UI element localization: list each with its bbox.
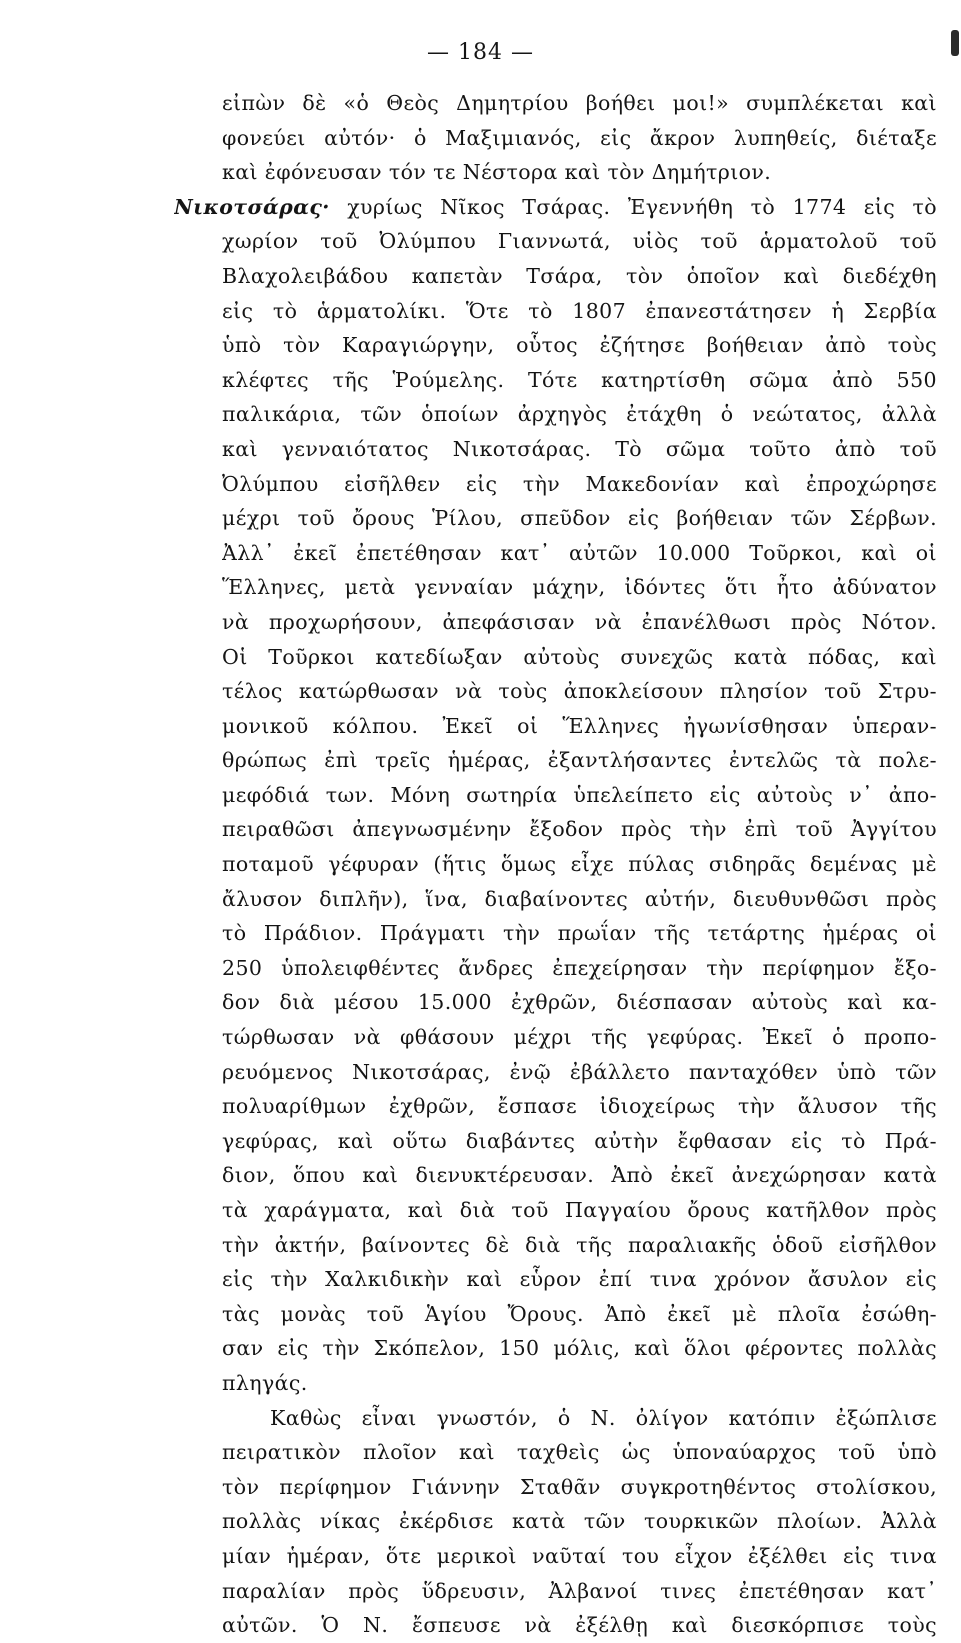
text-line: δον διὰ μέσου 15.000 ἐχθρῶν, διέσπασαν αὐτοὺς καὶ κα- <box>222 990 937 1015</box>
text-line: θρώπως ἐπὶ τρεῖς ἡμέρας, ἐξαντλήσαντες ἐντελῶς τὰ πολε- <box>222 748 937 773</box>
entry-line <box>174 190 937 225</box>
text-line: κλέφτες τῆς Ῥούμελης. Τότε κατηρτίσθη σῶμα ἀπὸ 550 <box>222 367 937 392</box>
text-line: Βλαχολειβάδου καπετὰν Τσάρα, τὸν ὁποῖον καὶ διεδέχθη <box>222 263 937 288</box>
entry-head-word: Νικοτσάρας· <box>174 194 330 219</box>
text-line: ἄλυσον διπλῆν), ἵνα, διαβαίνοντες αὐτήν, διευθυνθῶσι πρὸς <box>222 886 937 911</box>
text-line: ὑπὸ τὸν Καραγιώργην, οὗτος ἐζήτησε βοήθειαν ἀπὸ τοὺς <box>222 333 937 358</box>
text-line: 250 ὑπολειφθέντες ἄνδρες ἐπεχείρησαν τὴν περίφημον ἔξο- <box>222 955 937 980</box>
text-line: διον, ὅπου καὶ διενυκτέρευσαν. Ἀπὸ ἐκεῖ ἀνεχώρησαν κατὰ <box>222 1163 937 1188</box>
text-line: καὶ ἐφόνευσαν τόν τε Νέστορα καὶ τὸν Δημήτριον. <box>222 160 772 185</box>
text-line: πληγάς. <box>222 1370 308 1395</box>
text-line: σαν εἰς τὴν Σκόπελον, 150 μόλις, καὶ ὅλοι φέροντες πολλὰς <box>222 1336 937 1361</box>
text-line: Οἱ Τοῦρκοι κατεδίωξαν αὐτοὺς συνεχῶς κατὰ πόδας, καὶ <box>222 644 937 669</box>
text-line: πειραθῶσι ἀπεγνωσμένην ἔξοδον πρὸς τὴν ἐπὶ τοῦ Ἀγγίτου <box>222 817 937 842</box>
text-line: Ἀλλ᾽ ἐκεῖ ἐπετέθησαν κατ᾽ αὐτῶν 10.000 Τοῦρκοι, καὶ οἱ <box>222 540 937 565</box>
text-line: φονεύει αὐτόν· ὁ Μαξιμιανός, εἰς ἄκρον λυπηθείς, διέταξε <box>222 125 937 150</box>
text-line: καὶ γενναιότατος Νικοτσάρας. Τὸ σῶμα τοῦτο ἀπὸ τοῦ <box>222 436 937 461</box>
text-line: μεφόδιά των. Μόνη σωτηρία ὑπελείπετο εἰς αὐτοὺς ν᾽ ἀπο- <box>222 782 937 807</box>
text-line: ρευόμενος Νικοτσάρας, ἐνῷ ἐβάλλετο πανταχόθεν ὑπὸ τῶν <box>222 1059 937 1084</box>
text-line: εἰς τὴν Χαλκιδικὴν καὶ εὗρον ἐπί τινα χρόνον ἄσυλον εἰς <box>222 1267 937 1292</box>
text-line: τὸν περίφημον Γιάννην Σταθᾶν συγκροτηθέντος στολίσκου, <box>222 1474 937 1499</box>
text-line: τὸ Πράδιον. Πράγματι τὴν πρωΐαν τῆς τετάρτης ἡμέρας οἱ <box>222 921 937 946</box>
text-line: μονικοῦ κόλπου. Ἐκεῖ οἱ Ἕλληνες ἠγωνίσθησαν ὑπεραν- <box>222 713 937 738</box>
body-text <box>174 86 937 1643</box>
text-line: γεφύρας, καὶ οὕτω διαβάντες αὐτὴν ἔφθασαν εἰς τὸ Πρά- <box>222 1128 937 1153</box>
text-line: πολλὰς νίκας ἐκέρδισε κατὰ τῶν τουρκικῶν πλοίων. Ἀλλὰ <box>222 1509 937 1534</box>
text-line: Ἕλληνες, μετὰ γενναίαν μάχην, ἰδόντες ὅτι ἦτο ἀδύνατον <box>222 575 937 600</box>
text-line: παραλίαν πρὸς ὕδρευσιν, Ἀλβανοί τινες ἐπετέθησαν κατ᾽ <box>222 1578 937 1603</box>
text-line: μέχρι τοῦ ὄρους Ῥίλου, σπεῦδον εἰς βοήθειαν τῶν Σέρβων. <box>222 506 937 531</box>
text-line: τὰς μονὰς τοῦ Ἁγίου Ὄρους. Ἀπὸ ἐκεῖ μὲ πλοῖα ἐσώθη- <box>222 1301 937 1326</box>
text-line: τὴν ἀκτήν, βαίνοντες δὲ διὰ τῆς παραλιακῆς ὁδοῦ εἰσῆλθον <box>222 1232 937 1257</box>
text-line: μίαν ἡμέραν, ὅτε μερικοὶ ναῦταί του εἶχον ἐξέλθει εἰς τινα <box>222 1543 937 1568</box>
text-line: εἰπὼν δὲ «ὁ Θεὸς Δημητρίου βοήθει μοι!» συμπλέκεται καὶ <box>222 91 937 115</box>
text-line: χωρίον τοῦ Ὀλύμπου Γιαννωτά, υἱὸς τοῦ ἁρματολοῦ τοῦ <box>222 229 937 254</box>
text-line: παλικάρια, τῶν ὁποίων ἀρχηγὸς ἐτάχθη ὁ νεώτατος, ἀλλὰ <box>222 402 937 427</box>
page-number: — 184 — <box>427 40 534 65</box>
entry-line-text: χυρίως Νῖκος Τσάρας. Ἐγεννήθη τὸ 1774 εἰς τὸ <box>347 194 937 219</box>
text-line: νὰ προχωρήσουν, ἀπεφάσισαν νὰ ἐπανέλθωσι πρὸς Νότον. <box>222 609 937 634</box>
text-line: Ὀλύμπου εἰσῆλθεν εἰς τὴν Μακεδονίαν καὶ ἐπροχώρησε <box>222 471 937 496</box>
text-line: τώρθωσαν νὰ φθάσουν μέχρι τῆς γεφύρας. Ἐκεῖ ὁ προπο- <box>222 1025 937 1050</box>
text-line: τέλος κατώρθωσαν νὰ τοὺς ἀποκλείσουν πλησίον τοῦ Στρυ- <box>222 679 937 704</box>
text-line: εἰς τὸ ἁρματολίκι. Ὅτε τὸ 1807 ἐπανεστάτησεν ἡ Σερβία <box>222 298 937 323</box>
text-line: πειρατικὸν πλοῖον καὶ ταχθεὶς ὡς ὑποναύαρχος τοῦ ὑπὸ <box>222 1440 937 1465</box>
text-line: ποταμοῦ γέφυραν (ἥτις ὅμως εἶχε πύλας σιδηρᾶς δεμένας μὲ <box>222 852 937 877</box>
text-line: αὐτῶν. Ὁ Ν. ἔσπευσε νὰ ἐξέλθῃ καὶ διεσκόρπισε τοὺς <box>222 1613 937 1638</box>
text-line: τὰ χαράγματα, καὶ διὰ τοῦ Παγγαίου ὄρους κατῆλθον πρὸς <box>222 1198 937 1222</box>
text-line: πολυαρίθμων ἐχθρῶν, ἔσπασε ἰδιοχείρως τὴν ἄλυσον τῆς <box>222 1094 937 1119</box>
text-line: Καθὼς εἶναι γνωστόν, ὁ Ν. ὀλίγον κατόπιν ἐξώπλισε <box>270 1405 937 1430</box>
